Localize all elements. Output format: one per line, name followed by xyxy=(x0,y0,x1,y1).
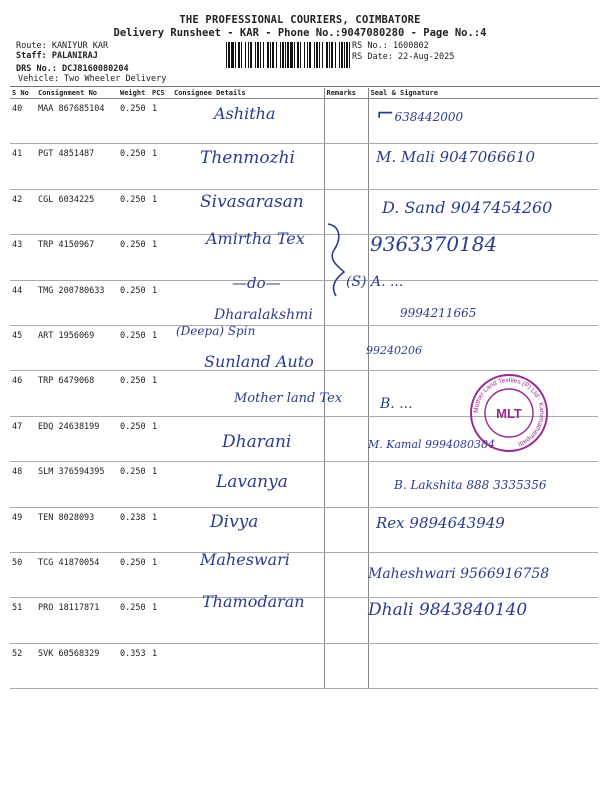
cell-weight: 0.250 xyxy=(118,235,150,280)
header-signature: Seal & Signature xyxy=(368,88,598,99)
barcode-bar xyxy=(250,42,252,68)
header-weight: Weight xyxy=(118,88,150,99)
barcode-bar xyxy=(287,42,289,68)
cell-sno: 52 xyxy=(10,643,36,688)
header-pcs: PCS xyxy=(150,88,172,99)
cell-sno: 46 xyxy=(10,371,36,416)
cell-pcs: 1 xyxy=(150,325,172,370)
cell-pcs: 1 xyxy=(150,99,172,144)
staff-label: Staff: PALANIRAJ xyxy=(16,51,98,61)
cell-consignment: PGT 4851487 xyxy=(36,144,118,189)
rs-date: RS Date: 22-Aug-2025 xyxy=(352,52,455,62)
header-consignee: Consignee Details xyxy=(172,88,324,99)
handwritten-signature: Rex 9894643949 xyxy=(376,514,505,532)
cell-consignment: TRP 6479068 xyxy=(36,371,118,416)
handwritten-consignee: Sunland Auto xyxy=(204,352,314,371)
barcode-bar xyxy=(228,42,230,68)
barcode-bar xyxy=(285,42,286,68)
cell-sno: 49 xyxy=(10,507,36,552)
cell-weight: 0.250 xyxy=(118,99,150,144)
vehicle-label: Vehicle: Two Wheeler Delivery xyxy=(18,74,167,84)
barcode-bar xyxy=(326,42,328,68)
handwritten-consignee: Thenmozhi xyxy=(200,148,295,168)
handwritten-signature: Maheshwari 9566916758 xyxy=(368,566,550,582)
table-row xyxy=(10,643,598,688)
barcode-bar xyxy=(300,42,301,68)
handwritten-signature: M. Kamal 9994080384 xyxy=(368,438,496,451)
cell-consignment: EDQ 24638199 xyxy=(36,416,118,461)
header-remarks: Remarks xyxy=(324,88,368,99)
barcode-bar xyxy=(272,42,274,68)
handwritten-signature: ⌐638442000 xyxy=(376,102,464,127)
cell-pcs: 1 xyxy=(150,416,172,461)
barcode-bar xyxy=(294,42,295,68)
cell-weight: 0.250 xyxy=(118,371,150,416)
barcode-bar xyxy=(290,42,293,68)
header-rule xyxy=(10,86,600,87)
barcode-bar xyxy=(282,42,284,68)
table-row xyxy=(10,99,598,144)
cell-pcs: 1 xyxy=(150,552,172,597)
cell-consignment: TEN 8028093 xyxy=(36,507,118,552)
cell-weight: 0.250 xyxy=(118,280,150,325)
cell-pcs: 1 xyxy=(150,280,172,325)
barcode-bar xyxy=(248,42,249,68)
barcode-bar xyxy=(226,42,227,68)
cell-sno: 47 xyxy=(10,416,36,461)
cell-sno: 48 xyxy=(10,462,36,507)
handwritten-signature: 9363370184 xyxy=(370,232,498,256)
barcode-bar xyxy=(316,42,318,68)
cell-sno: 40 xyxy=(10,99,36,144)
cell-consignment: CGL 6034225 xyxy=(36,189,118,234)
barcode-bar xyxy=(319,42,320,68)
handwritten-consignee: Sivasarasan xyxy=(200,192,304,212)
cell-pcs: 1 xyxy=(150,189,172,234)
cell-weight: 0.250 xyxy=(118,144,150,189)
handwritten-signature: (S) A. ... xyxy=(346,274,404,290)
barcode-bar xyxy=(309,42,311,68)
cell-weight: 0.250 xyxy=(118,552,150,597)
barcode-bar xyxy=(335,42,336,68)
cell-signature xyxy=(368,643,598,688)
barcode-bar xyxy=(349,42,350,68)
cell-sno: 45 xyxy=(10,325,36,370)
cell-pcs: 1 xyxy=(150,235,172,280)
cell-weight: 0.353 xyxy=(118,643,150,688)
handwritten-consignee: Dharalakshmi xyxy=(214,307,313,323)
barcode-bar xyxy=(339,42,340,68)
handwritten-consignee: Thamodaran xyxy=(202,592,305,611)
cell-remarks xyxy=(324,99,368,144)
cell-consignment: PRO 18117871 xyxy=(36,598,118,643)
cell-sno: 50 xyxy=(10,552,36,597)
barcode-bar xyxy=(297,42,299,68)
cell-consignment: SVK 60568329 xyxy=(36,643,118,688)
cell-pcs: 1 xyxy=(150,598,172,643)
cell-pcs: 1 xyxy=(150,507,172,552)
svg-text:Mother Land Textiles (P) Ltd ·: Mother Land Textiles (P) Ltd · Karumathampatti xyxy=(472,376,546,448)
handwritten-consignee: Divya xyxy=(210,512,259,532)
barcode-bar xyxy=(263,42,264,68)
barcode-bar xyxy=(238,42,240,68)
cell-remarks xyxy=(324,598,368,643)
svg-text:MLT: MLT xyxy=(496,406,522,421)
cell-consignment: SLM 376594395 xyxy=(36,462,118,507)
cell-weight: 0.250 xyxy=(118,325,150,370)
cell-sno: 41 xyxy=(10,144,36,189)
barcode-bar xyxy=(235,42,236,68)
handwritten-consignee: Lavanya xyxy=(216,472,288,492)
barcode-bar xyxy=(245,42,246,68)
barcode-bar xyxy=(270,42,271,68)
handwritten-signature: B. Lakshita 888 3335356 xyxy=(394,478,547,492)
barcode-bar xyxy=(241,42,242,68)
cell-remarks xyxy=(324,462,368,507)
header-sno: S No xyxy=(10,88,36,99)
header-consignment: Consignment No xyxy=(36,88,118,99)
barcode-bar xyxy=(276,42,277,68)
cell-consignee xyxy=(172,643,324,688)
handwritten-consignee: Maheswari xyxy=(200,550,290,569)
cell-remarks xyxy=(324,325,368,370)
cell-remarks xyxy=(324,552,368,597)
cell-consignment: ART 1956069 xyxy=(36,325,118,370)
barcode-bar xyxy=(346,42,348,68)
handwritten-signature: 99240206 xyxy=(366,344,422,357)
cell-weight: 0.250 xyxy=(118,189,150,234)
cell-weight: 0.250 xyxy=(118,462,150,507)
handwritten-consignee-note: (Deepa) Spin xyxy=(176,324,256,338)
barcode-bar xyxy=(322,42,323,68)
cell-consignment: TCG 41870054 xyxy=(36,552,118,597)
barcode-bar xyxy=(331,42,333,68)
handwritten-consignee: Ashitha xyxy=(214,104,276,123)
drs-number: DRS No.: DCJ8160080204 xyxy=(16,64,129,74)
cell-sno: 43 xyxy=(10,235,36,280)
cell-remarks xyxy=(324,643,368,688)
company-name: THE PROFESSIONAL COURIERS, COIMBATORE xyxy=(179,14,421,26)
table-row xyxy=(10,507,598,552)
cell-remarks xyxy=(324,507,368,552)
cell-pcs: 1 xyxy=(150,144,172,189)
barcode-bar xyxy=(255,42,256,68)
barcode-bar xyxy=(260,42,261,68)
barcode-bar xyxy=(257,42,259,68)
rs-number: RS No.: 1600802 xyxy=(352,41,429,51)
barcode-bar xyxy=(307,42,308,68)
runsheet-title: Delivery Runsheet - KAR - Phone No.:9047080280 - Page No.:4 xyxy=(113,27,487,39)
handwritten-consignee: Dharani xyxy=(222,432,292,452)
cell-sno: 44 xyxy=(10,280,36,325)
handwritten-consignee: Mother land Tex xyxy=(234,391,343,406)
cell-sno: 42 xyxy=(10,189,36,234)
cell-consignment: TMG 200780633 xyxy=(36,280,118,325)
cell-weight: 0.250 xyxy=(118,598,150,643)
handwritten-consignee: —do— xyxy=(232,274,281,292)
company-seal-stamp xyxy=(468,372,550,454)
cell-pcs: 1 xyxy=(150,371,172,416)
barcode-bar xyxy=(329,42,330,68)
handwritten-signature: D. Sand 9047454260 xyxy=(382,198,553,217)
barcode xyxy=(226,42,350,68)
signature-text: 638442000 xyxy=(394,110,464,124)
cell-weight: 0.238 xyxy=(118,507,150,552)
barcode-bar xyxy=(304,42,305,68)
cell-pcs: 1 xyxy=(150,643,172,688)
barcode-bar xyxy=(280,42,281,68)
handwritten-consignee: Amirtha Tex xyxy=(206,229,305,248)
table-header-row xyxy=(10,88,598,99)
barcode-bar xyxy=(341,42,343,68)
cell-weight: 0.250 xyxy=(118,416,150,461)
barcode-bar xyxy=(231,42,234,68)
cell-consignment: TRP 4150967 xyxy=(36,235,118,280)
handwritten-signature: M. Mali 9047066610 xyxy=(376,148,535,166)
cell-sno: 51 xyxy=(10,598,36,643)
barcode-bar xyxy=(314,42,315,68)
cell-remarks xyxy=(324,144,368,189)
handwritten-signature: 9994211665 xyxy=(400,306,477,320)
handwritten-signature: Dhali 9843840140 xyxy=(368,600,528,620)
barcode-bar xyxy=(267,42,269,68)
cell-remarks xyxy=(324,416,368,461)
route-label: Route: KANIYUR KAR xyxy=(16,41,109,51)
barcode-bar xyxy=(344,42,345,68)
cell-pcs: 1 xyxy=(150,462,172,507)
cell-consignment: MAA 867685104 xyxy=(36,99,118,144)
handwritten-signature: B. ... xyxy=(380,396,413,412)
